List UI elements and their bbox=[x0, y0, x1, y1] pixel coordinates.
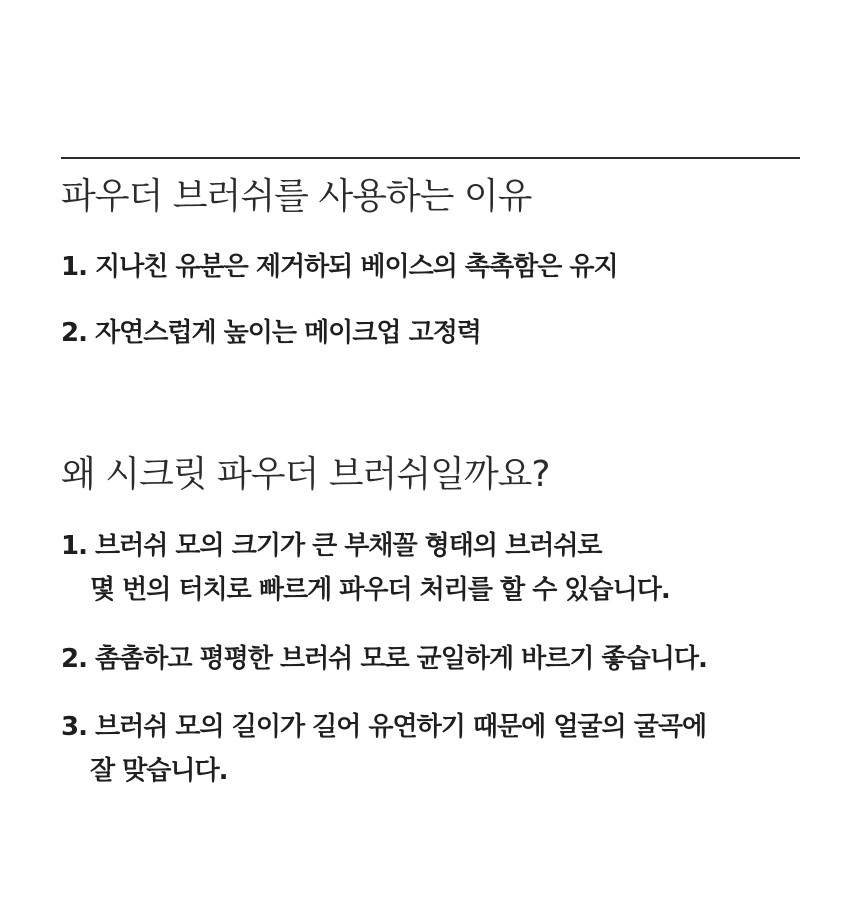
item-text: 지나친 유분은 제거하되 베이스의 촉촉함은 유지 bbox=[95, 252, 618, 282]
section2-item-1 bbox=[61, 524, 670, 612]
section-divider bbox=[61, 157, 800, 159]
item-number: 2. bbox=[61, 644, 87, 674]
item-text: 자연스럽게 높이는 메이크업 고정력 bbox=[95, 318, 481, 348]
item-text-continuation: 잘 맞습니다. bbox=[90, 756, 228, 786]
item-text: 브러쉬 모의 길이가 길어 유연하기 때문에 얼굴의 굴곡에 bbox=[95, 712, 707, 742]
section2-item-2 bbox=[61, 637, 707, 681]
section2-title: 왜 시크릿 파우더 브러쉬일까요? bbox=[61, 454, 550, 495]
section2-item-3 bbox=[61, 705, 706, 793]
item-number: 3. bbox=[61, 712, 87, 742]
item-text-continuation: 몇 번의 터치로 빠르게 파우더 처리를 할 수 있습니다. bbox=[90, 575, 670, 605]
item-number: 1. bbox=[61, 531, 87, 561]
section1-title: 파우더 브러쉬를 사용하는 이유 bbox=[61, 176, 532, 217]
item-number: 1. bbox=[61, 252, 87, 282]
item-text: 촘촘하고 평평한 브러쉬 모로 균일하게 바르기 좋습니다. bbox=[95, 644, 707, 674]
section1-item-2 bbox=[61, 311, 481, 355]
item-text: 브러쉬 모의 크기가 큰 부채꼴 형태의 브러쉬로 bbox=[95, 531, 602, 561]
section1-item-1 bbox=[61, 245, 618, 289]
item-number: 2. bbox=[61, 318, 87, 348]
